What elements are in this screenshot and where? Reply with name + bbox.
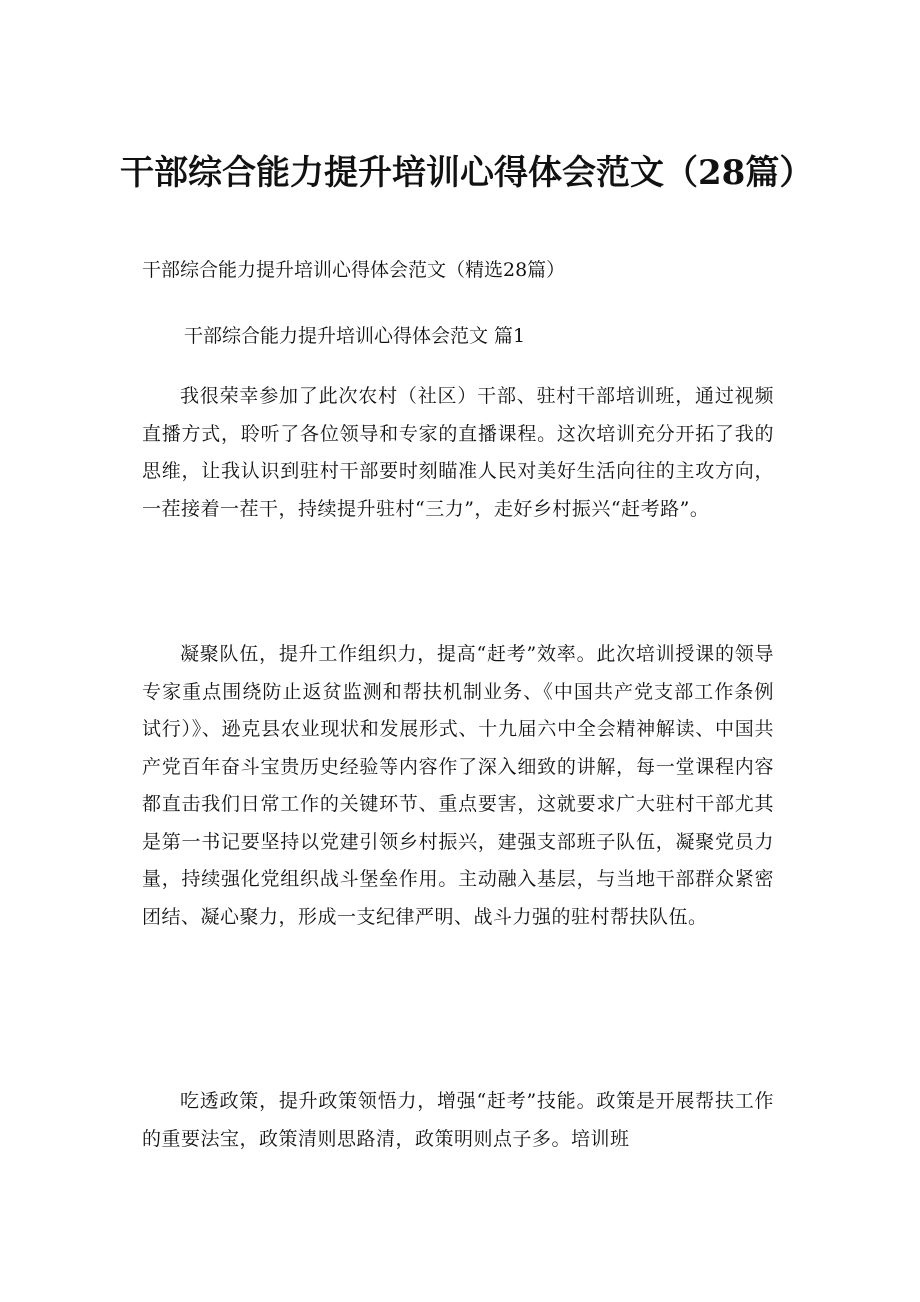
- body-paragraph: 吃透政策，提升政策领悟力，增强“赶考”技能。政策是开展帮扶工作的重要法宝，政策清则思路清，政策明则点子多。培训班: [142, 1090, 774, 1150]
- body-paragraph: 凝聚队伍，提升工作组织力，提高“赶考”效率。此次培训授课的领导专家重点围绕防止返贫监测和帮扶机制业务、《中国共产党支部工作条例试行）》、逊克县农业现状和发展形式、十九届六中全会精神解读、中国共产党百年奋斗宝贵历史经验等内容作了深入细致的讲解，每一堂课程内容都直击我们日常工作的关键环节、重点要害，这就要求广大驻村干部尤其是第一书记要坚持以党建引领乡村振兴，建强支部班子队伍，凝聚党员力量，持续强化党组织战斗堡垒作用。主动融入基层，与当地干部群众紧密团结、凝心聚力，形成一支纪律严明、战斗力强的驻村帮扶队伍。: [142, 643, 774, 928]
- document-title: 干部综合能力提升培训心得体会范文（28篇）: [120, 153, 814, 193]
- body-paragraph: 我很荣幸参加了此次农村（社区）干部、驻村干部培训班，通过视频直播方式，聆听了各位领导和专家的直播课程。这次培训充分开拓了我的思维，让我认识到驻村干部要时刻瞄准人民对美好生活向往的主攻方向，一茬接着一茬干，持续提升驻村“三力”，走好乡村振兴“赶考路”。: [142, 385, 774, 520]
- section-heading: 干部综合能力提升培训心得体会范文 篇1: [184, 325, 526, 347]
- document-subtitle: 干部综合能力提升培训心得体会范文（精选28篇）: [142, 259, 566, 281]
